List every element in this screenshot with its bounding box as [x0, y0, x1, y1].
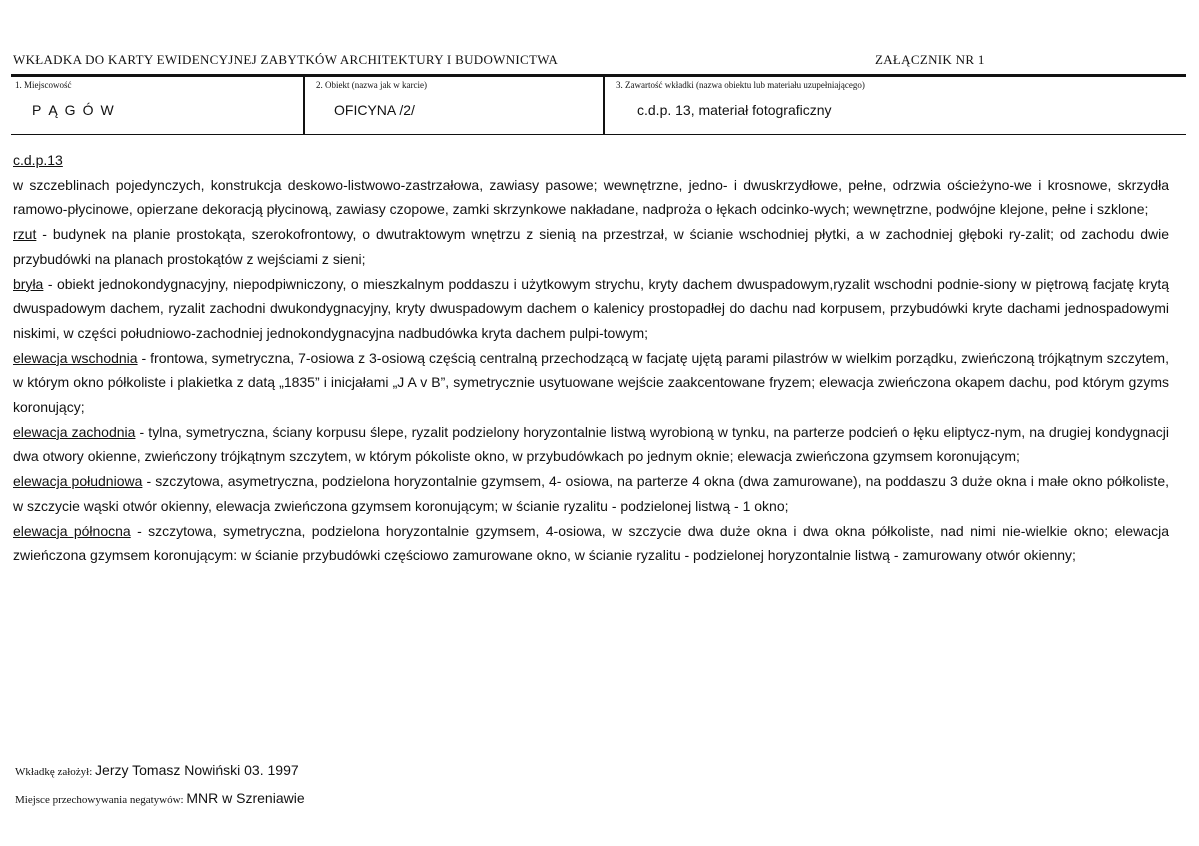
west-elevation-text: - tylna, symetryczna, ściany korpusu ślepe, ryzalit podzielony horyzontalnie listwą wyrobioną w tynku, na parterze podcień o łęku eliptycz-nym, na drugiej kondygnacji dwa otwory okienne, zwieńczony trójkątnym szczytem, w którym pókoliste okno, w przybudówkach po jednym oknie; elewacja zwieńczona gzymsem koronującym; — [13, 423, 1169, 465]
bryla-label: bryła — [13, 275, 44, 292]
author-value: Jerzy Tomasz Nowiński 03. 1997 — [95, 762, 299, 778]
west-elevation-paragraph — [13, 420, 1169, 469]
east-elevation-label: elewacja wschodnia — [13, 349, 138, 366]
cdp-paragraph: w szczeblinach pojedynczych, konstrukcja deskowo-listwowo-zastrzałowa, zawiasy pasowe; wewnętrzne, jedno- i dwuskrzydłowe, pełne, odrzwia ościeżyno-we i krosnowe, skrzydła ramowo-płycinowe, opierzane dekoracją płycinową, zawiasy czopowe, zamki skrzynkowe nakładane, nadproża o łękach odcinko-wych; wewnętrzne, podwójne klejone, pełne i szklone; — [13, 176, 1169, 218]
content-value: c.d.p. 13, materiał fotograficzny — [637, 102, 832, 118]
locality-value: PĄGÓW — [32, 102, 121, 118]
rzut-label: rzut — [13, 226, 37, 243]
rzut-paragraph — [13, 222, 1169, 271]
locality-field — [11, 77, 303, 134]
document-body — [13, 148, 1169, 568]
object-label: 2. Obiekt (nazwa jak w karcie) — [316, 80, 427, 90]
west-elevation-label: elewacja zachodnia — [13, 423, 136, 440]
south-elevation-text: - szczytowa, asymetryczna, podzielona horyzontalnie gzymsem, 4- osiowa, na parterze 4 okna (dwa zamurowane), na poddaszu 3 duże okna i małe okno półkoliste, w szczycie wąski otwór okienny, elewacja zwieńczona gzymsem koronującym; w ścianie ryzalitu - podzielonej listwą - 1 okno; — [13, 473, 1169, 514]
bryla-paragraph — [13, 272, 1169, 346]
content-field — [603, 77, 1188, 134]
north-elevation-label: elewacja północna — [13, 522, 131, 539]
cdp-heading-text: c.d.p.13 — [13, 152, 63, 168]
storage-label: Miejsce przechowywania negatywów: — [15, 794, 187, 806]
south-elevation-label: elewacja południowa — [13, 473, 143, 490]
storage-value: MNR w Szreniawie — [186, 790, 305, 806]
storage-line — [15, 790, 305, 808]
north-elevation-paragraph — [13, 519, 1169, 568]
document-title: WKŁADKA DO KARTY EWIDENCYJNEJ ZABYTKÓW ARCHITEKTURY I BUDOWNICTWA — [13, 52, 559, 67]
object-value: OFICYNA /2/ — [334, 102, 415, 118]
locality-label: 1. Miejscowość — [15, 80, 72, 90]
bryla-text: - obiekt jednokondygnacyjny, niepodpiwniczony, o mieszkalnym poddaszu i użytkowym strychu, kryty dachem dwuspadowym,ryzalit wschodni podnie-siony w piętrową facjatę krytą dwuspadowym dachem, ryzalit zachodni dwukondygnacyjny, kryty dwuspadowym dachem o kalenicy prostopadłej do dachu nad korpusem, przybudówki kryte dachami jednospadowymi niskimi, w części południowo-zachodniej jednokondygnacyjna nadbudówka kryta dachem pulpi-towym; — [13, 275, 1169, 341]
content-label: 3. Zawartość wkładki (nazwa obiektu lub materiału uzupełniającego) — [616, 80, 865, 90]
attachment-number: ZAŁĄCZNIK NR 1 — [875, 52, 985, 67]
object-field — [303, 77, 603, 134]
east-elevation-text: - frontowa, symetryczna, 7-osiowa z 3-osiową częścią centralną przechodzącą w facjatę ujętą parami pilastrów w wielkim porządku, zwieńczoną trójkątnym szczytem, w którym okno półkoliste i plakietka z datą „1835” i inicjałami „J A v B”, symetrycznie usytuowane wejście zaakcentowane fryzem; elewacja zwieńczona okapem dachu, pod którym gzyms koronujący; — [13, 349, 1169, 416]
south-elevation-paragraph — [13, 469, 1169, 518]
author-label: Wkładkę założył: — [15, 766, 96, 778]
author-line — [15, 762, 299, 780]
metadata-table — [11, 74, 1186, 135]
north-elevation-text: - szczytowa, symetryczna, podzielona horyzontalnie gzymsem, 4-osiowa, w szczycie dwa duże okna i dwa okna półkoliste, nad nimi nie-wielkie okno; elewacja zwieńczona gzymsem koronującym: w ścianie przybudówki częściowo zamurowane okno, w ścianie ryzalitu - podzielonej horyzontalnie listwą - zamurowany otwór okienny; — [13, 522, 1169, 564]
cdp-heading — [13, 148, 1169, 173]
east-elevation-paragraph — [13, 346, 1169, 420]
rzut-text: - budynek na planie prostokąta, szerokofrontowy, o dwutraktowym wnętrzu z sienią na przestrzał, w ścianie wschodniej płytki, a w zachodniej głęboki ry-zalit; od zachodu dwie przybudówki na planach prostokątów z wejściami z sieni; — [13, 226, 1169, 267]
